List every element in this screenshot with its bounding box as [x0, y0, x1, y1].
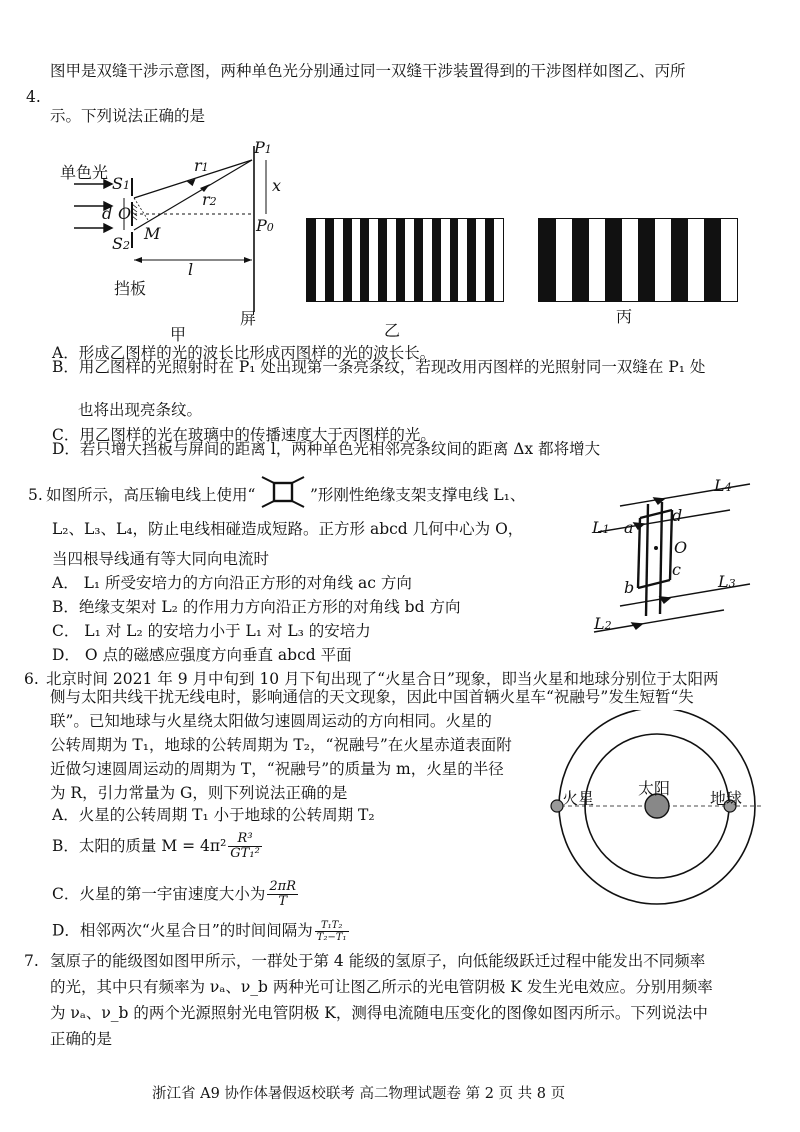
fringe-stripe: [334, 219, 343, 301]
q6-option-b: B．太阳的质量 M = 4π² $\frac{\text{R³}}{\text{GT₁²}}$: [52, 831, 260, 862]
fringe-stripe: [556, 219, 573, 301]
fringe-stripe: [704, 219, 721, 301]
fringe-stripe: [378, 219, 387, 301]
q5-stem-line1a: 如图所示，高压输电线上使用“: [46, 486, 256, 504]
fringe-stripe: [441, 219, 450, 301]
fringe-stripe: [423, 219, 432, 301]
fringe-stripe: [605, 219, 622, 301]
q4-stem-line2: 示。下列说法正确的是: [50, 107, 206, 125]
fringe-stripe: [589, 219, 606, 301]
q4-number: 4.: [26, 88, 41, 106]
q7-stem-line4: 正确的是: [50, 1030, 113, 1048]
fringe-stripe: [467, 219, 476, 301]
fig-label-p0: P0: [256, 216, 274, 235]
fig-caption-yi: 乙: [384, 321, 401, 340]
q4-option-a: A．形成乙图样的光的波长比形成丙图样的光的波长长。: [52, 344, 436, 362]
q4-option-c: C．用乙图样的光在玻璃中的传播速度大于丙图样的光。: [52, 426, 436, 444]
fringe-stripe: [539, 219, 556, 301]
fringe-stripe: [638, 219, 655, 301]
orbit-figure: [540, 710, 770, 910]
q5-option-a: A． L₁ 所受安培力的方向沿正方形的对角线 ac 方向: [52, 574, 412, 592]
fringe-stripe: [572, 219, 589, 301]
fringe-stripe: [655, 219, 672, 301]
earth-label: 地球: [710, 789, 743, 808]
q5-wires-figure: [580, 466, 770, 636]
fringe-stripe: [476, 219, 485, 301]
q4-option-d: D．若只增大挡板与屏间的距离 l，两种单色光相邻亮条纹间的距离 Δx 都将增大: [52, 440, 601, 458]
wire-label-l2: L2: [594, 614, 612, 633]
fringe-stripe: [450, 219, 459, 301]
fringe-stripe: [307, 219, 316, 301]
fig-label-d: d: [102, 204, 113, 223]
q6-option-a: A．火星的公转周期 T₁ 小于地球的公转周期 T₂: [52, 806, 375, 824]
q4-figure-jia: [60, 132, 290, 342]
wire-label-l1: L1: [592, 518, 610, 537]
q6-stem-line4: 公转周期为 T₁，地球的公转周期为 T₂，“祝融号”在火星赤道表面附: [50, 736, 512, 754]
q5-stem-line2: L₂、L₃、L₄，防止电线相碰造成短路。正方形 abcd 几何中心为 O，: [52, 520, 524, 538]
fringe-stripe: [414, 219, 423, 301]
fig-caption-jia: 甲: [170, 325, 187, 344]
q4-option-b-line2: 也将出现亮条纹。: [78, 401, 203, 419]
fringe-stripe: [325, 219, 334, 301]
sun-label: 太阳: [638, 779, 671, 798]
wire-label-l4: L4: [714, 476, 732, 495]
fringe-stripe: [396, 219, 405, 301]
fringe-pattern-yi: [306, 218, 504, 302]
corner-label-b: b: [624, 578, 635, 597]
corner-label-a: a: [624, 518, 634, 537]
q6-stem-line3: 联”。已知地球与火星绕太阳做匀速圆周运动的方向相同。火星的: [50, 712, 492, 730]
fig-label-s2: S2: [112, 234, 130, 253]
fig-label-screen: 屏: [240, 309, 257, 328]
mars-label: 火星: [562, 789, 595, 808]
q4-stem-line1: 图甲是双缝干涉示意图，两种单色光分别通过同一双缝干涉装置得到的干涉图样如图乙、丙所: [50, 62, 686, 80]
fig-label-s1: S1: [112, 174, 130, 193]
fringe-stripe: [360, 219, 369, 301]
corner-label-d: d: [672, 506, 683, 525]
fringe-stripe: [405, 219, 414, 301]
wire-label-l3: L3: [718, 572, 736, 591]
q7-stem-line3: 为 νₐ、ν_b 的两个光源照射光电管阴极 K，测得电流随电压变化的图像如图丙所示。下列说法中: [50, 1004, 708, 1022]
q7-stem-line2: 的光，其中只有频率为 νₐ、ν_b 两种光可让图乙所示的光电管阴极 K 发生光电效应。分别用频率: [50, 978, 713, 996]
fringe-pattern-bing: [538, 218, 738, 302]
fig-label-m: M: [144, 224, 161, 243]
fig-label-x: x: [272, 176, 282, 195]
fig-label-baffle: 挡板: [114, 279, 147, 298]
fig-label-light: 单色光: [60, 163, 109, 182]
fringe-stripe: [721, 219, 738, 301]
page-footer: 浙江省 A9 协作体暑假返校联考 高二物理试题卷 第 2 页 共 8 页: [152, 1086, 566, 1102]
fig-caption-bing: 丙: [616, 307, 633, 326]
center-label-o: O: [674, 538, 688, 557]
q6-stem-line6: 为 R，引力常量为 G，则下列说法正确的是: [50, 784, 348, 802]
q7-number: 7.: [24, 952, 39, 970]
q5-stem-line1b: ”形刚性绝缘支架支撑电线 L₁、: [310, 486, 526, 504]
square-support-icon: [258, 475, 308, 511]
fringe-stripe: [458, 219, 467, 301]
fig-label-p1: P1: [254, 138, 272, 157]
fringe-stripe: [387, 219, 396, 301]
q4-option-b-line1: B．用乙图样的光照射时在 P₁ 处出现第一条亮条纹，若现改用丙图样的光照射同一双缝在 P₁ 处: [52, 358, 706, 376]
fig-label-r1: r1: [194, 156, 209, 175]
fringe-stripe: [688, 219, 705, 301]
fringe-stripe: [671, 219, 688, 301]
q5-option-c: C． L₁ 对 L₂ 的安培力小于 L₁ 对 L₃ 的安培力: [52, 622, 371, 640]
fringe-stripe: [316, 219, 325, 301]
q6-stem-line1: 北京时间 2021 年 9 月中旬到 10 月下旬出现了“火星合日”现象，即当火星和地球分别位于太阳两: [46, 670, 719, 688]
q5-stem-line3: 当四根导线通有等大同向电流时: [52, 550, 270, 568]
fringe-stripe: [369, 219, 378, 301]
fringe-stripe: [352, 219, 361, 301]
q7-stem-line1: 氢原子的能级图如图甲所示，一群处于第 4 能级的氢原子，向低能级跃迁过程中能发出不同频率: [50, 952, 706, 970]
fringe-stripe: [494, 219, 503, 301]
fringe-stripe: [432, 219, 441, 301]
fringe-stripe: [343, 219, 352, 301]
corner-label-c: c: [672, 560, 681, 579]
q5-option-b: B．绝缘支架对 L₂ 的作用力方向沿正方形的对角线 bd 方向: [52, 598, 461, 616]
fig-label-o: O: [118, 204, 132, 223]
q6-stem-line5: 近做匀速圆周运动的周期为 T，“祝融号”的质量为 m，火星的半径: [50, 760, 504, 778]
q6-stem-line2: 侧与太阳共线干扰无线电时，影响通信的天文现象，因此中国首辆火星车“祝融号”发生短暂“失: [50, 688, 694, 706]
fig-label-r2: r2: [202, 190, 217, 209]
fringe-stripe: [622, 219, 639, 301]
q5-option-d: D． O 点的磁感应强度方向垂直 abcd 平面: [52, 646, 352, 664]
q6-number: 6.: [24, 670, 39, 688]
fringe-stripe: [485, 219, 494, 301]
q6-option-c: C．火星的第一宇宙速度大小为 $\frac{2\pi R}{T}$: [52, 879, 296, 910]
q6-option-d: D．相邻两次“火星合日”的时间间隔为 $\frac{\text{T₁T₂}}{\text{T₂−T₁}}$: [52, 920, 347, 943]
q5-number: 5.: [28, 486, 43, 504]
fig-label-l: l: [188, 260, 194, 279]
